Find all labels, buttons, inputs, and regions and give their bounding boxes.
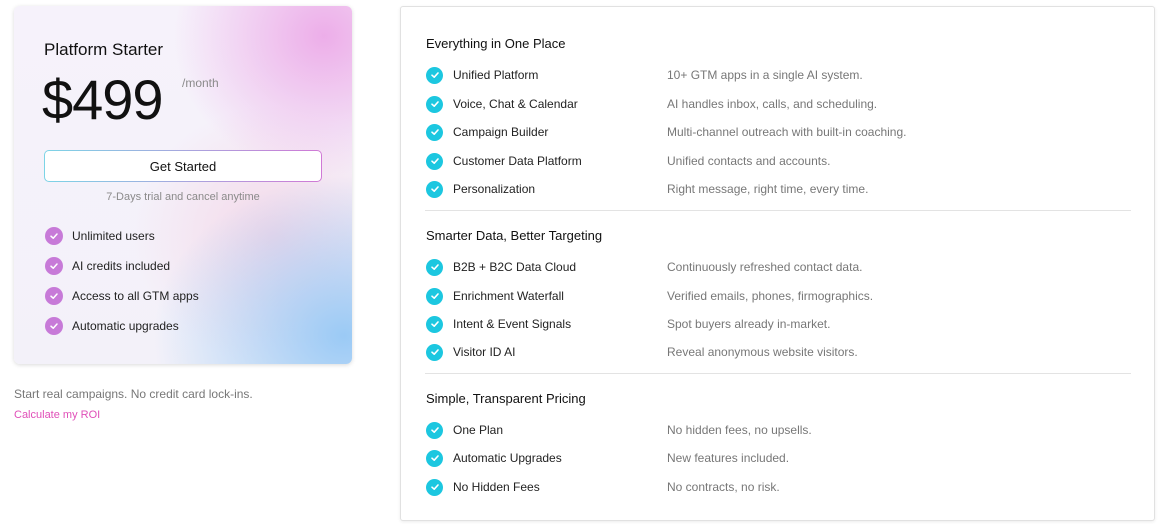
feature-label: Personalization	[453, 182, 536, 196]
feature-description: AI handles inbox, calls, and scheduling.	[667, 97, 878, 111]
check-circle-icon	[426, 344, 443, 361]
feature-row	[426, 123, 907, 141]
feature-row	[426, 258, 863, 276]
plan-feature-label: AI credits included	[72, 259, 171, 273]
pricing-card	[14, 6, 352, 364]
check-circle-icon	[426, 316, 443, 333]
feature-description: No hidden fees, no upsells.	[667, 423, 812, 437]
feature-label: Visitor ID AI	[453, 345, 516, 359]
features-panel	[400, 6, 1155, 521]
plan-feature	[45, 317, 179, 335]
tagline: Start real campaigns. No credit card lock-ins.	[14, 387, 253, 401]
check-circle-icon	[426, 124, 443, 141]
feature-row	[426, 287, 874, 305]
feature-row	[426, 478, 780, 496]
calculate-roi-link[interactable]: Calculate my ROI	[14, 409, 101, 421]
feature-label: No Hidden Fees	[453, 480, 540, 494]
feature-label: Automatic Upgrades	[453, 451, 562, 465]
plan-feature	[45, 227, 155, 245]
feature-row	[426, 152, 831, 170]
section-divider	[425, 210, 1131, 211]
feature-description: Spot buyers already in-market.	[667, 317, 831, 331]
feature-description: 10+ GTM apps in a single AI system.	[667, 68, 863, 82]
feature-label: B2B + B2C Data Cloud	[453, 260, 577, 274]
plan-period: /month	[182, 76, 219, 90]
plan-feature	[45, 257, 170, 275]
feature-label: Enrichment Waterfall	[453, 289, 564, 303]
check-circle-icon	[45, 317, 63, 335]
section-title: Everything in One Place	[426, 36, 566, 51]
feature-row	[426, 180, 869, 198]
plan-price: $499	[42, 68, 163, 131]
feature-row	[426, 421, 812, 439]
plan-feature-label: Automatic upgrades	[72, 319, 179, 333]
plan-feature-label: Unlimited users	[72, 229, 155, 243]
check-circle-icon	[426, 450, 443, 467]
feature-label: Customer Data Platform	[453, 154, 582, 168]
feature-row	[426, 343, 858, 361]
get-started-button[interactable]: Get Started	[44, 150, 322, 182]
check-circle-icon	[426, 181, 443, 198]
feature-description: Reveal anonymous website visitors.	[667, 345, 858, 359]
section-divider	[425, 373, 1131, 374]
feature-label: One Plan	[453, 423, 504, 437]
feature-label: Voice, Chat & Calendar	[453, 97, 578, 111]
feature-description: Verified emails, phones, firmographics.	[667, 289, 874, 303]
trial-note: 7-Days trial and cancel anytime	[106, 191, 260, 203]
plan-feature-label: Access to all GTM apps	[72, 289, 199, 303]
check-circle-icon	[426, 96, 443, 113]
feature-row	[426, 66, 863, 84]
check-circle-icon	[426, 259, 443, 276]
section-title: Smarter Data, Better Targeting	[426, 228, 603, 243]
feature-description: Right message, right time, every time.	[667, 182, 869, 196]
check-circle-icon	[426, 479, 443, 496]
check-circle-icon	[426, 422, 443, 439]
feature-description: Multi-channel outreach with built-in coaching.	[667, 125, 907, 139]
feature-label: Campaign Builder	[453, 125, 549, 139]
check-circle-icon	[426, 153, 443, 170]
check-circle-icon	[426, 288, 443, 305]
feature-description: No contracts, no risk.	[667, 480, 780, 494]
feature-row	[426, 315, 831, 333]
section-title: Simple, Transparent Pricing	[426, 391, 586, 406]
check-circle-icon	[45, 257, 63, 275]
plan-feature	[45, 287, 199, 305]
feature-row	[426, 95, 878, 113]
check-circle-icon	[45, 227, 63, 245]
check-circle-icon	[45, 287, 63, 305]
plan-name: Platform Starter	[44, 40, 164, 59]
check-circle-icon	[426, 67, 443, 84]
feature-description: Continuously refreshed contact data.	[667, 260, 863, 274]
feature-description: Unified contacts and accounts.	[667, 154, 831, 168]
feature-label: Unified Platform	[453, 68, 539, 82]
feature-description: New features included.	[667, 451, 790, 465]
feature-label: Intent & Event Signals	[453, 317, 572, 331]
feature-row	[426, 449, 790, 467]
